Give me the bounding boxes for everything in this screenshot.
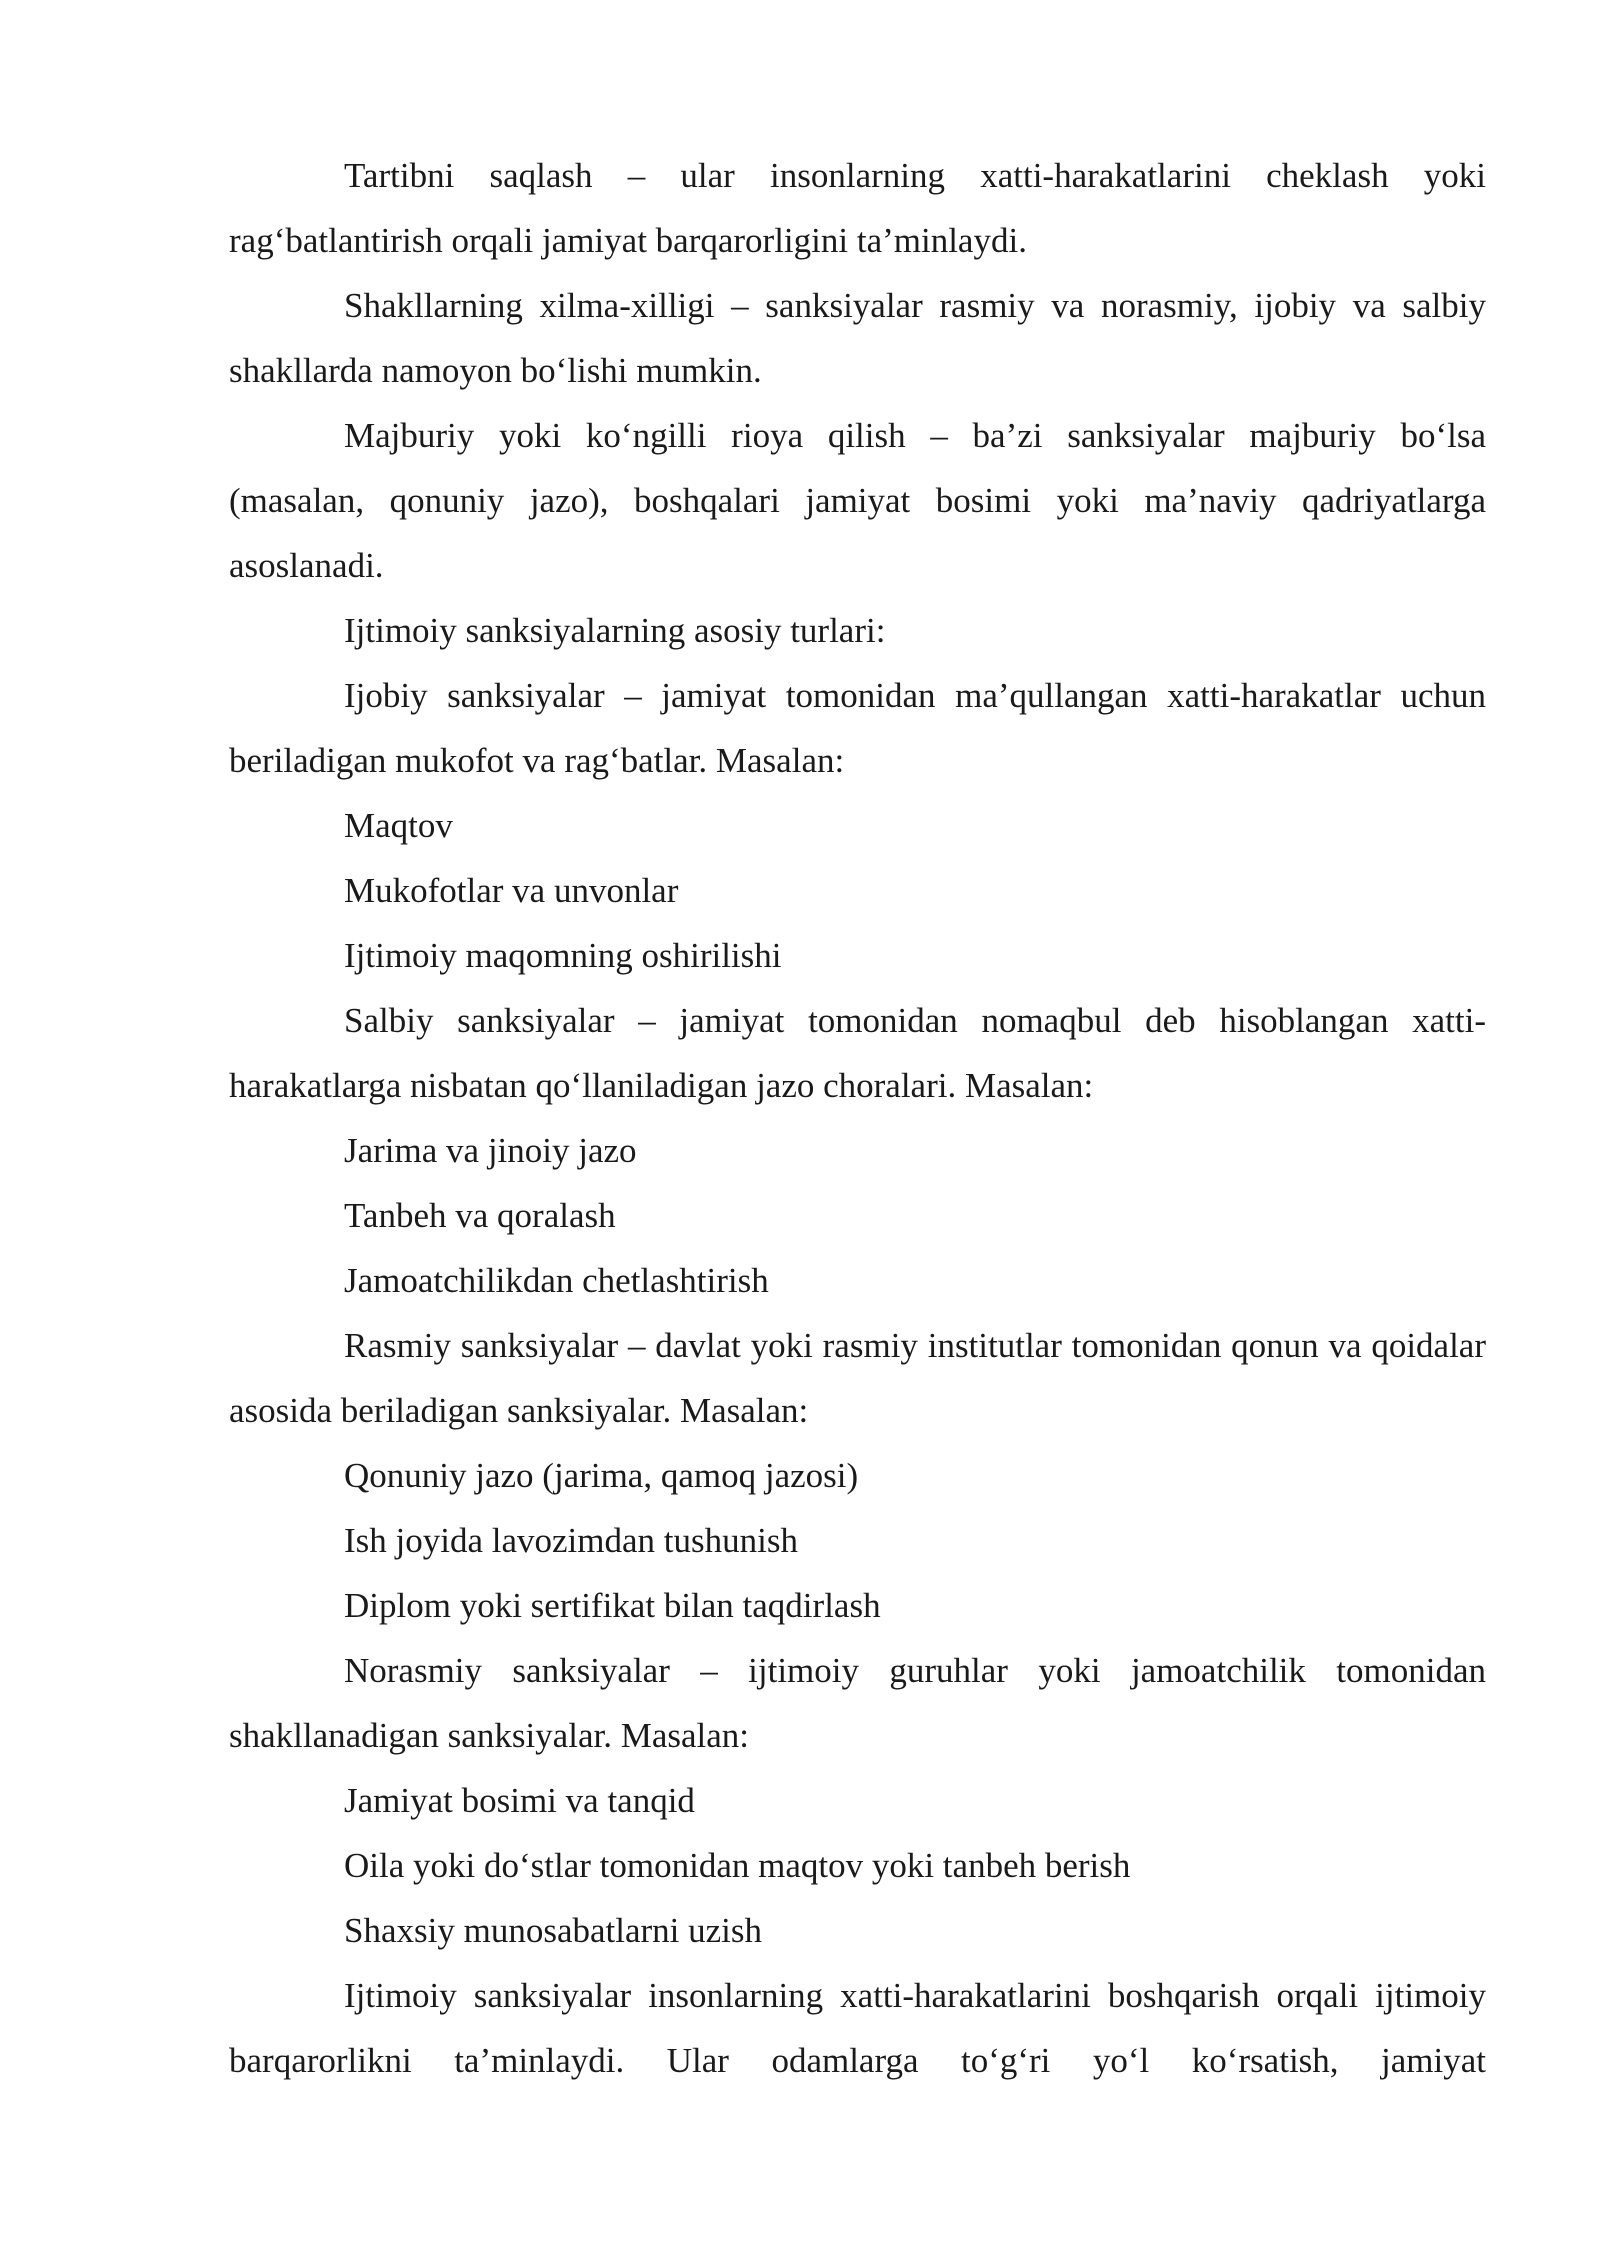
- list-item: Maqtov: [344, 806, 453, 845]
- paragraph-tartibni-saqlash: Tartibni saqlash – ular insonlarning xatti-harakatlarini cheklash yoki rag‘batlantirish orqali jamiyat barqarorligini ta’minlaydi.: [229, 156, 1486, 260]
- paragraph-ijtimoiy-sanksiyalar-conclusion: Ijtimoiy sanksiyalar insonlarning xatti-harakatlarini boshqarish orqali ijtimoiy barqarorlikni ta’minlaydi. Ular odamlarga to‘g‘ri yo‘l ko‘rsatish, jamiyat: [229, 1976, 1486, 2080]
- paragraph-shakllarning-xilma-xilligi: Shakllarning xilma-xilligi – sanksiyalar rasmiy va norasmiy, ijobiy va salbiy shakllarda namoyon bo‘lishi mumkin.: [229, 286, 1486, 390]
- list-item: Mukofotlar va unvonlar: [344, 871, 679, 910]
- list-item: Ish joyida lavozimdan tushunish: [344, 1521, 798, 1560]
- list-item: Diplom yoki sertifikat bilan taqdirlash: [344, 1586, 881, 1625]
- list-item: Jamiyat bosimi va tanqid: [344, 1781, 695, 1820]
- list-item: Oila yoki do‘stlar tomonidan maqtov yoki tanbeh berish: [344, 1846, 1131, 1885]
- list-item: Jamoatchilikdan chetlashtirish: [344, 1261, 769, 1300]
- list-item: Shaxsiy munosabatlarni uzish: [344, 1911, 763, 1950]
- list-item: Tanbeh va qoralash: [344, 1196, 616, 1235]
- paragraph-salbiy-sanksiyalar: Salbiy sanksiyalar – jamiyat tomonidan nomaqbul deb hisoblangan xatti-harakatlarga nisbatan qo‘llaniladigan jazo choralari. Masalan:: [229, 1001, 1486, 1105]
- paragraph-rasmiy-sanksiyalar: Rasmiy sanksiyalar – davlat yoki rasmiy institutlar tomonidan qonun va qoidalar asosida beriladigan sanksiyalar. Masalan:: [229, 1326, 1486, 1430]
- paragraph-asosiy-turlari: Ijtimoiy sanksiyalarning asosiy turlari:: [344, 611, 886, 650]
- paragraph-ijobiy-sanksiyalar: Ijobiy sanksiyalar – jamiyat tomonidan ma’qullangan xatti-harakatlar uchun beriladigan mukofot va rag‘batlar. Masalan:: [229, 676, 1486, 780]
- list-item: Ijtimoiy maqomning oshirilishi: [344, 936, 782, 975]
- paragraph-majburiy-yoki-kongilli: Majburiy yoki ko‘ngilli rioya qilish – ba’zi sanksiyalar majburiy bo‘lsa (masalan, qonuniy jazo), boshqalari jamiyat bosimi yoki ma’naviy qadriyatlarga asoslanadi.: [229, 416, 1486, 585]
- paragraph-norasmiy-sanksiyalar: Norasmiy sanksiyalar – ijtimoiy guruhlar yoki jamoatchilik tomonidan shakllanadigan sanksiyalar. Masalan:: [229, 1651, 1486, 1755]
- document-body: [229, 143, 1486, 2093]
- list-item: Jarima va jinoiy jazo: [344, 1131, 637, 1170]
- list-item: Qonuniy jazo (jarima, qamoq jazosi): [344, 1456, 859, 1495]
